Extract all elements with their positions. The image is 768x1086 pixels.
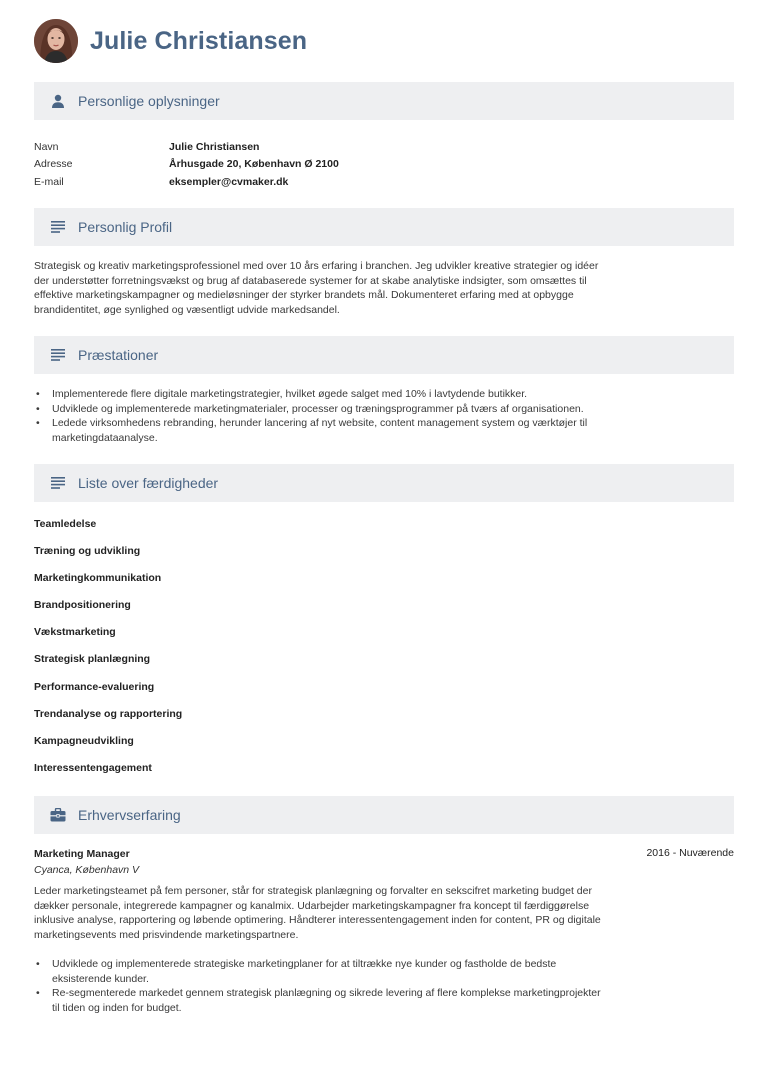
section-skills — [34, 464, 734, 502]
skill-item: Teamledelse — [34, 518, 97, 530]
info-row-address — [34, 156, 339, 174]
section-achievements — [34, 336, 734, 374]
section-title: Personlig Profil — [78, 219, 173, 235]
section-profile — [34, 208, 734, 246]
job-dates: 2016 - Nuværende — [646, 847, 734, 859]
cv-header — [34, 18, 307, 64]
text-lines-icon — [50, 475, 66, 491]
info-row-name — [34, 138, 339, 156]
person-icon — [50, 93, 66, 109]
list-item: • Implementerede flere digitale marketingstrategier, hvilket øgede salget med 10% i lavtydende butikker. — [34, 387, 594, 402]
section-title: Liste over færdigheder — [78, 475, 219, 491]
achievements-list — [34, 387, 594, 445]
personal-info-table — [34, 138, 339, 191]
candidate-name: Julie Christiansen — [90, 26, 308, 55]
info-value: Julie Christiansen — [169, 140, 260, 153]
info-value: Århusgade 20, København Ø 2100 — [169, 158, 339, 171]
skill-item: Trendanalyse og rapportering — [34, 707, 183, 720]
skill-item: Vækstmarketing — [34, 626, 116, 639]
profile-photo — [34, 19, 78, 63]
text-lines-icon — [50, 219, 66, 235]
section-title: Personlige oplysninger — [78, 93, 220, 109]
skill-item: Marketingkommunikation — [34, 572, 162, 585]
job-description: Leder marketingsteamet på fem personer, står for strategisk planlægning og forvalter en sekscifret marketing budget der dækker personale, integrerede kampagner og kanalmix. Udarbejder marketingskampagner fra koncept til færdiggørelse inklusive analyse, rapportering og løbende optimering. Håndterer interessentengagement inden for content, PR og digitale marketingsevents med prisvindende marketingspartnere. — [34, 885, 601, 941]
info-label: Adresse — [34, 158, 73, 171]
info-row-email — [34, 173, 339, 191]
skills-list — [34, 514, 182, 785]
skill-item: Strategisk planlægning — [34, 653, 151, 666]
briefcase-icon — [50, 807, 66, 823]
job-title: Marketing Manager — [34, 848, 130, 860]
info-label: Navn — [34, 140, 59, 153]
skill-item: Brandpositionering — [34, 599, 131, 612]
text-lines-icon — [50, 347, 66, 363]
list-item: • Udviklede og implementerede strategiske marketingplaner for at tiltrække nye kunder og fastholde de bedste eksisterende kunder. — [34, 957, 609, 986]
skill-item: Performance-evaluering — [34, 680, 155, 693]
info-value: eksempler@cvmaker.dk — [169, 175, 289, 188]
list-item: • Ledede virksomhedens rebranding, herunder lancering af nyt website, content management system og værktøjer til marketingdataanalyse. — [34, 416, 594, 445]
section-personal-info — [34, 82, 734, 120]
list-item: • Udviklede og implementerede marketingmaterialer, processer og træningsprogrammer på tværs af organisationen. — [34, 402, 594, 417]
info-label: E-mail — [34, 175, 64, 188]
skill-item: Træning og udvikling — [34, 545, 141, 558]
job-bullets — [34, 957, 609, 1015]
section-title: Erhvervserfaring — [78, 807, 181, 823]
section-title: Præstationer — [78, 347, 159, 363]
section-experience — [34, 796, 734, 834]
profile-text: Strategisk og kreativ marketingsprofessionel med over 10 års erfaring i branchen. Jeg udvikler kreative strategier og idéer der understøtter forretningsvækst og brug af databaserede systemer for at skabe analytiske indsigter, som omsættes til effektive marketingskampagner og medieløsninger der styrker brandets mål. Dokumenteret erfaring med at opbygge brandidentitet, øge synlighed og væsentligt udvide markedsandel. — [34, 260, 599, 316]
skill-item: Kampagneudvikling — [34, 734, 134, 747]
skill-item: Interessentengagement — [34, 761, 152, 774]
list-item: • Re-segmenterede markedet gennem strategisk planlægning og sikrede levering af flere komplekse marketingprojekter til tiden og inden for budget. — [34, 986, 609, 1015]
job-company: Cyanca, København V — [34, 864, 140, 876]
